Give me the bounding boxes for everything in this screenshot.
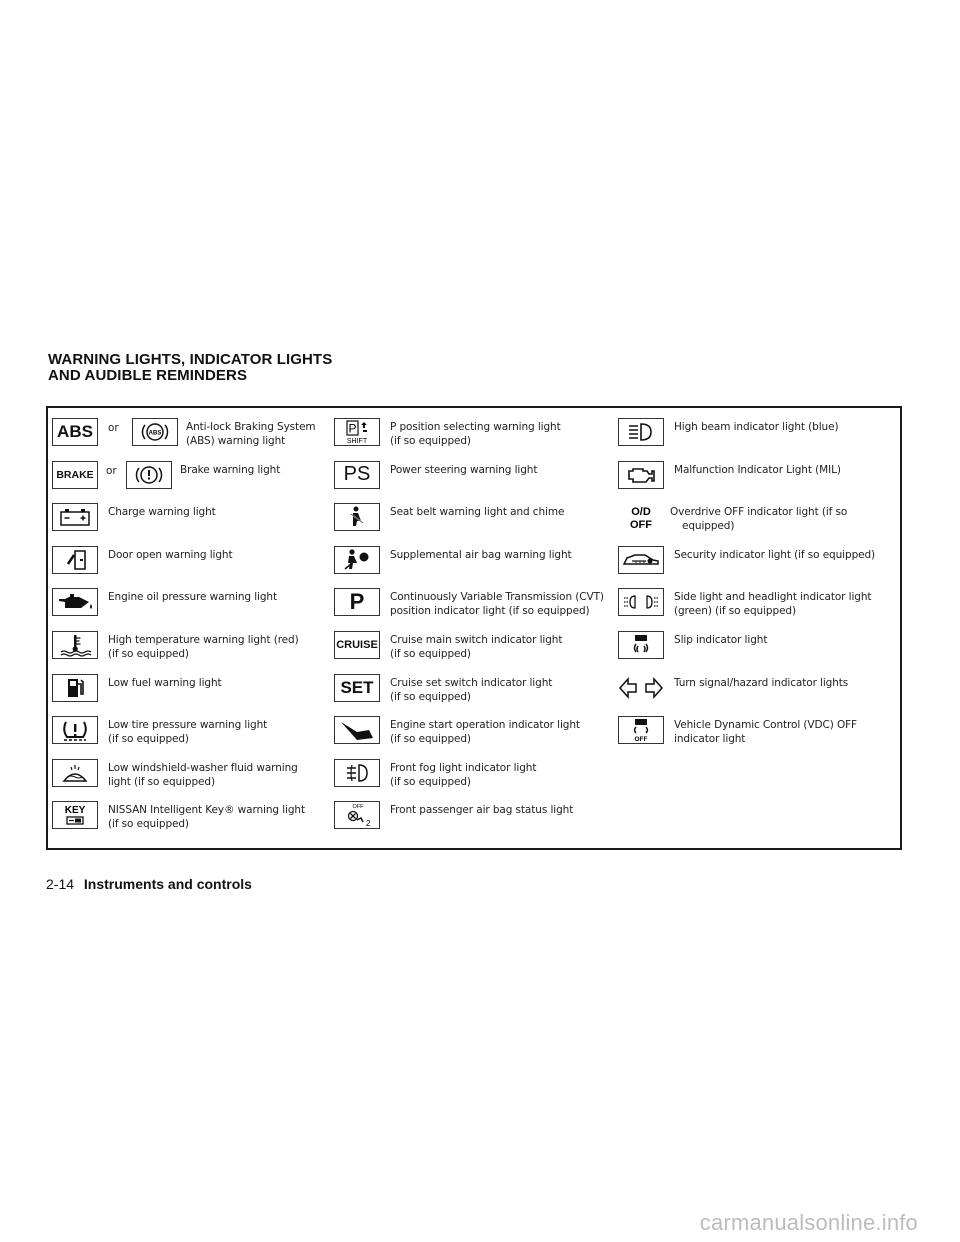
label-line-2: (if so equipped) <box>390 647 471 660</box>
key-icon-text: KEY <box>64 805 86 817</box>
list-item <box>52 714 332 757</box>
item-label <box>390 590 604 618</box>
cruise-icon-text: CRUISE <box>336 638 378 651</box>
list-item <box>618 672 898 715</box>
label-line-1: Low fuel warning light <box>108 676 222 689</box>
battery-icon <box>52 503 98 531</box>
oil-can-icon <box>52 588 98 616</box>
label-line-1: Brake warning light <box>180 463 281 476</box>
item-label <box>390 548 572 562</box>
label-line-1: High temperature warning light (red) <box>108 633 299 646</box>
label-line-1: Supplemental air bag warning light <box>390 548 572 561</box>
label-line-1: Door open warning light <box>108 548 233 561</box>
label-line-1: Front fog light indicator light <box>390 761 537 774</box>
key-icon <box>52 801 98 829</box>
label-line-1: Engine start operation indicator light <box>390 719 580 732</box>
ps-icon-text: PS <box>343 463 371 486</box>
column-1 <box>52 416 332 842</box>
abs-icon-text: ABS <box>57 422 93 441</box>
label-line-2: (if so equipped) <box>390 775 471 788</box>
item-label <box>674 463 841 477</box>
list-item <box>334 757 616 800</box>
label-line-1: Overdrive OFF indicator light (if so <box>670 506 848 519</box>
item-label <box>108 761 298 789</box>
item-label <box>390 803 573 817</box>
label-line-1: Low windshield-washer fluid warning <box>108 761 298 774</box>
high-beam-icon <box>618 418 664 446</box>
label-line-2: equipped) <box>682 520 735 533</box>
list-item <box>52 672 332 715</box>
list-item <box>334 459 616 502</box>
shift-text: SHIFT <box>346 438 368 445</box>
list-item <box>52 586 332 629</box>
list-item <box>52 459 332 502</box>
washer-fluid-icon <box>52 759 98 787</box>
item-label <box>108 590 277 604</box>
label-line-1: Anti-lock Braking System <box>186 421 316 433</box>
set-icon <box>334 674 380 702</box>
label-line-1: Turn signal/hazard indicator lights <box>674 676 849 689</box>
item-label <box>390 633 562 661</box>
vdc-off-icon <box>618 716 664 744</box>
item-label <box>108 505 216 519</box>
label-line-2: indicator light <box>674 733 746 746</box>
list-item <box>334 416 616 459</box>
label-line-2: light (if so equipped) <box>108 775 215 788</box>
brake-circle-icon <box>126 461 172 489</box>
list-item <box>618 629 898 672</box>
list-item <box>334 544 616 587</box>
heading-line-2: AND AUDIBLE REMINDERS <box>48 367 248 384</box>
list-item <box>334 799 616 842</box>
label-line-1: Continuously Variable Transmission (CVT) <box>390 591 604 604</box>
item-label <box>390 463 537 477</box>
label-line-1: Seat belt warning light and chime <box>390 506 565 519</box>
item-label <box>674 590 871 618</box>
label-line-1: Cruise main switch indicator light <box>390 633 563 646</box>
air-bag-icon <box>334 546 380 574</box>
label-line-2: (green) (if so equipped) <box>674 605 796 618</box>
list-item <box>52 757 332 800</box>
label-line-1: Engine oil pressure warning light <box>108 591 277 604</box>
label-line-1: Front passenger air bag status light <box>390 804 574 817</box>
list-item <box>334 586 616 629</box>
cvt-p-icon: P <box>334 588 380 616</box>
list-item <box>52 544 332 587</box>
label-line-2: position indicator light (if so equipped) <box>390 605 590 618</box>
label-line-1: NISSAN Intelligent Key® warning light <box>108 804 305 817</box>
abs-circle-icon <box>132 418 178 446</box>
slip-icon <box>618 631 664 659</box>
list-item <box>334 629 616 672</box>
watermark: carmanualsonline.info <box>699 1210 918 1235</box>
item-label <box>186 420 316 448</box>
item-label <box>674 633 767 647</box>
label-line-1: Cruise set switch indicator light <box>390 676 553 689</box>
page-footer <box>46 876 252 892</box>
engine-start-icon <box>334 716 380 744</box>
seat-belt-icon <box>334 503 380 531</box>
abs-icon <box>52 418 98 446</box>
bag-off-text: OFF <box>352 804 364 811</box>
item-label <box>674 420 838 434</box>
set-icon-text: SET <box>340 677 374 697</box>
door-open-icon <box>52 546 98 574</box>
page-heading <box>48 352 332 384</box>
brake-icon-text: BRAKE <box>56 468 94 481</box>
label-line-1: Low tire pressure warning light <box>108 719 268 732</box>
security-car-icon <box>618 546 664 574</box>
list-item <box>52 629 332 672</box>
label-line-1: P position selecting warning light <box>390 421 561 433</box>
list-item <box>52 799 332 842</box>
fuel-pump-icon <box>52 674 98 702</box>
svg-text:2: 2 <box>366 819 371 829</box>
front-fog-icon <box>334 759 380 787</box>
label-line-2: (if so equipped) <box>108 733 189 746</box>
thermometer-icon <box>52 631 98 659</box>
list-item <box>618 459 898 502</box>
item-label <box>674 676 848 690</box>
label-line-1: Side light and headlight indicator light <box>674 591 872 604</box>
label-line-2: (if so equipped) <box>390 733 471 746</box>
item-label <box>180 463 280 477</box>
heading-line-1: WARNING LIGHTS, INDICATOR LIGHTS <box>48 351 333 368</box>
turn-signal-icon <box>618 674 664 702</box>
item-label <box>390 420 561 448</box>
item-label <box>108 718 267 746</box>
label-line-1: Slip indicator light <box>674 633 768 646</box>
label-line-2: (if so equipped) <box>108 818 189 831</box>
brake-text-icon <box>52 461 98 489</box>
label-line-2: (if so equipped) <box>108 647 189 660</box>
item-label <box>108 633 299 661</box>
list-item <box>618 586 898 629</box>
list-item <box>52 501 332 544</box>
page-number: 2-14 <box>46 876 75 892</box>
list-item <box>618 714 898 757</box>
list-item <box>334 672 616 715</box>
item-label <box>390 676 552 704</box>
label-line-1: Vehicle Dynamic Control (VDC) OFF <box>674 719 857 732</box>
label-line-1: High beam indicator light (blue) <box>674 421 839 433</box>
ps-icon <box>334 461 380 489</box>
label-line-2: (ABS) warning light <box>186 435 286 447</box>
list-item <box>334 714 616 757</box>
engine-mil-icon <box>618 461 664 489</box>
item-label <box>674 548 875 562</box>
list-item <box>618 501 898 544</box>
passenger-bag-off-icon <box>334 801 380 829</box>
item-label <box>390 718 580 746</box>
or-text: or <box>106 464 117 477</box>
column-3 <box>618 416 898 757</box>
list-item <box>618 416 898 459</box>
section-title: Instruments and controls <box>83 876 252 892</box>
cruise-icon <box>334 631 380 659</box>
od-off-icon <box>618 503 664 531</box>
off-text: OFF <box>630 519 652 532</box>
item-label <box>108 548 233 562</box>
label-line-1: Security indicator light (if so equipped) <box>674 548 876 561</box>
abs-circle-text: ABS <box>148 430 162 437</box>
p-shift-icon <box>334 418 380 446</box>
item-label <box>390 761 536 789</box>
indicator-table <box>46 406 902 850</box>
item-label <box>670 505 847 533</box>
list-item <box>52 416 332 459</box>
headlight-icon <box>618 588 664 616</box>
vdc-off-text: OFF <box>634 736 648 744</box>
label-line-1: Power steering warning light <box>390 463 538 476</box>
svg-text:P: P <box>348 421 357 436</box>
list-item <box>618 544 898 587</box>
item-label <box>674 718 857 746</box>
item-label <box>390 505 564 519</box>
item-label <box>108 803 305 831</box>
label-line-1: Malfunction Indicator Light (MIL) <box>674 463 841 476</box>
label-line-2: (if so equipped) <box>390 435 471 447</box>
label-line-1: Charge warning light <box>108 506 216 519</box>
item-label <box>108 676 222 690</box>
list-item <box>334 501 616 544</box>
column-2 <box>334 416 616 842</box>
label-line-2: (if so equipped) <box>390 690 471 703</box>
od-text: O/D <box>631 506 651 519</box>
tire-pressure-icon <box>52 716 98 744</box>
or-text: or <box>108 422 119 434</box>
